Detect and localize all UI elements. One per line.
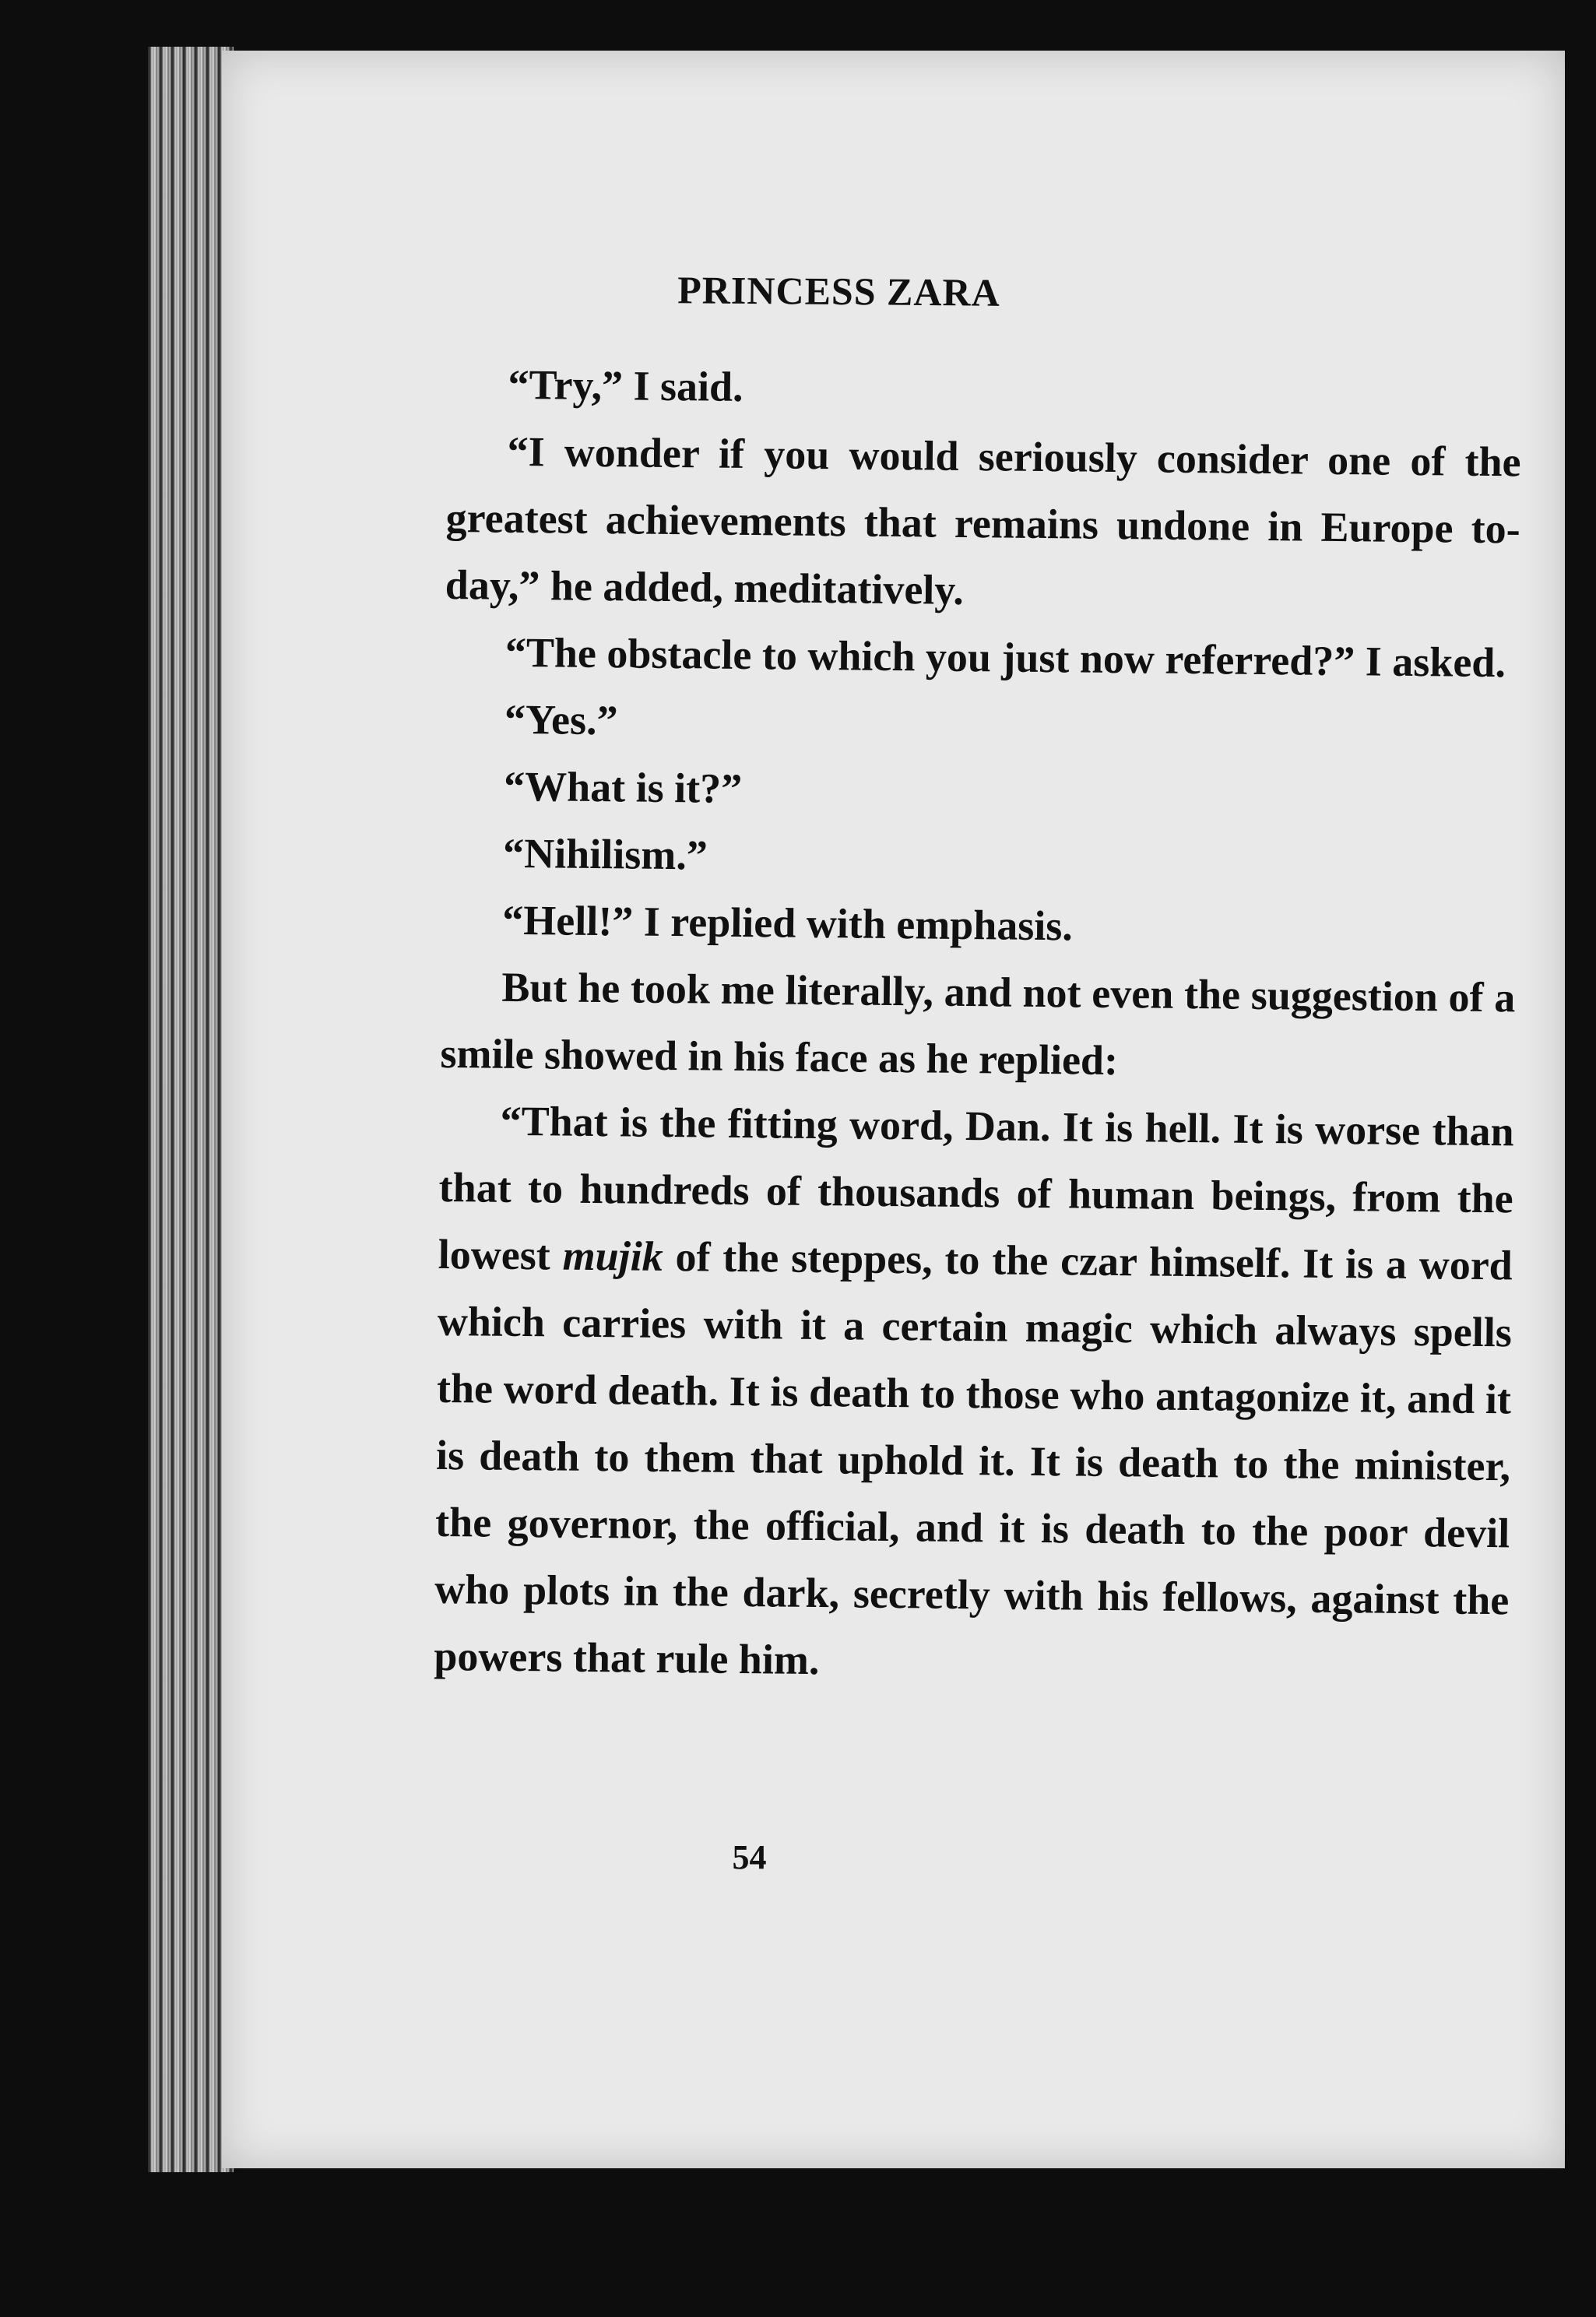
paragraph: But he took me literally, and not even the suggestion of a smile showed in his face as he replied: xyxy=(440,963,1516,1085)
body-text xyxy=(434,350,1522,1700)
paragraph: “The obstacle to which you just now referred?” I asked. xyxy=(504,628,1506,687)
paragraph: “Try,” I said. xyxy=(508,360,744,410)
paragraph-text: “That is the fitting word, Dan. It is hell. It is worse than that to hundreds of thousands of human beings, from the lowest xyxy=(438,1097,1514,1279)
paragraph: “Hell!” I replied with emphasis. xyxy=(502,896,1074,950)
italic-word: mujik xyxy=(562,1232,663,1280)
paragraph: “Yes.” xyxy=(504,695,618,744)
paragraph: “Nihilism.” xyxy=(502,829,708,879)
paragraph: “What is it?” xyxy=(503,762,743,812)
paragraph-final xyxy=(434,1087,1514,1700)
book-page xyxy=(222,51,1565,2168)
page-number: 54 xyxy=(732,1838,767,1876)
running-head: PRINCESS ZARA xyxy=(677,268,1000,315)
paragraph: “I wonder if you would seriously consider one of the greatest achievements that remains undone in Europe to-day,” he added, meditatively. xyxy=(445,427,1521,614)
paragraph-text: of the steppes, to the czar himself. It is a word which carries with it a certain magic which always spells the word death. It is death to those who antagonize it, and it is death to them that uphold it. It is death to the minister, the governor, the official, and it is death to the poor devil who plots in the dark, secretly with his fellows, against the powers that rule him. xyxy=(434,1232,1513,1684)
